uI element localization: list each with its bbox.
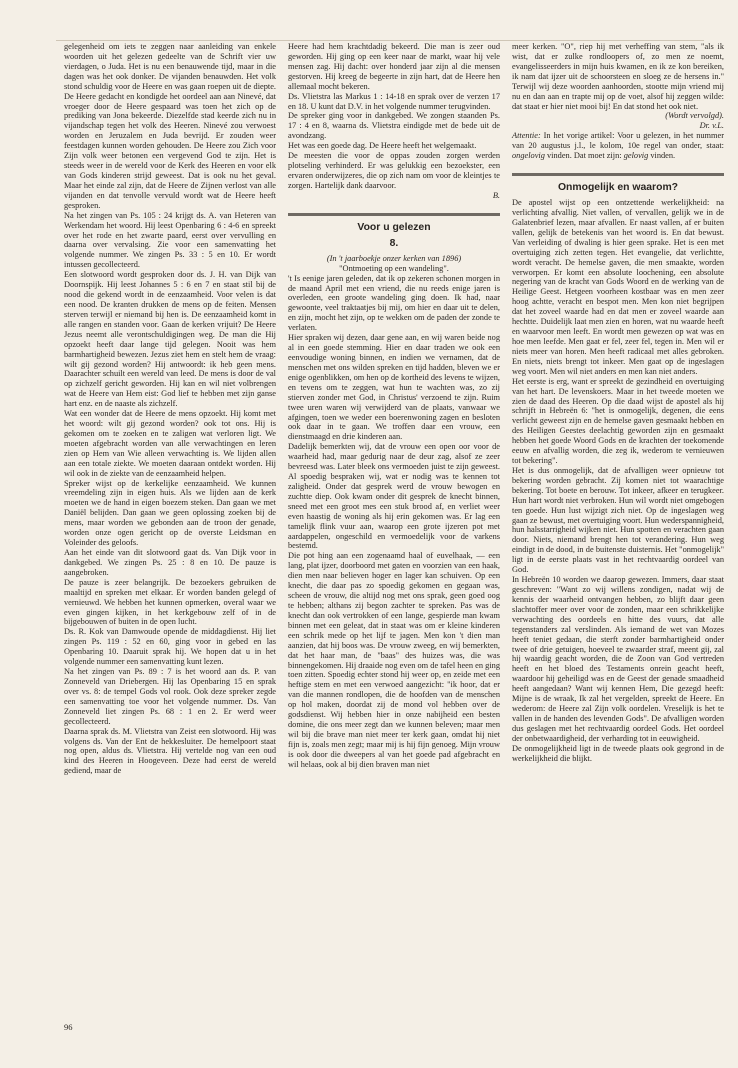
paragraph: Het is dus onmogelijk, dat de afvalligen weer opnieuw tot bekering worden gebracht. Zij komen niet tot waarachtige bekering. Tot boete en berouw. Tot inkeer, afkeer en terugkeer. Hun hart wordt niet verbroken. Hun wil wordt niet omgebogen ten goede. Hun lust wijzigt zich niet. Op de ingeslagen weg gaan ze bewust, met overtuiging voort. Hun wederspannigheid, hun halsstarrigheid wijken niet. Hun spotten en verachten gaan door. Niets, niemand brengt hen tot verandering. Hun weg eindigt in de dood, in de buitenste duisternis. Het "onmogelijk" ligt in de eerste plaats vast in het rechtvaardig oordeel van God.: [512, 465, 724, 575]
paragraph: Aan het einde van dit slotwoord gaat ds. Van Dijk voor in dankgebed. We zingen Ps. 25 : 8 en 10. De pauze is aangebroken.: [64, 548, 276, 577]
section-divider: [288, 213, 500, 216]
section-divider: [512, 173, 724, 176]
paragraph: Het was een goede dag. De Heere heeft het welgemaakt.: [288, 141, 477, 151]
attention-right: gelovig: [623, 151, 649, 161]
paragraph: Hier spraken wij dezen, daar gene aan, en wij waren beide nog al in een goede stemming. Hier en daar traden we ook een eenvoudige woning binnen, en indien we vernamen, dat de menschen met ons wilden spreken en tijd hadden, bleven we er enige ogenblikken, om hen op de kortheid des levens te wijzen, en tevens om te zeggen, wat hun te wachten was, zo zij stierven zonder met God, in Christus' verzoend te zijn. Ruim twee uren waren wij verwijderd van de plaats, vanwaar we afgingen, toen we weder een boerenwoning zagen en besloten ook daar in te gaan. We troffen daar een vrouw, een dienstmaagd en drie kinderen aan.: [288, 333, 500, 442]
column-1: [64, 42, 276, 776]
paragraph: meer kerken. "O", riep hij met verheffing van stem, "als ik wist, dat er zulke rondloopers of, zo men ze noemt, evangelisseerders in mijn huis kwamen, en ik ze kon bereiken, ik nam dat ijzer uit de schoorsteen en sloeg ze de hersens in." Terwijl wij deze woorden aanhoorden, stootte mijn vriend mij nu en dan aan en trapte mij op de voet, alsof hij zeggen wilde: dat staat er hier niet mooi bij! En dat stond het ook niet.: [512, 42, 724, 111]
signature: B.: [492, 190, 500, 200]
paragraph: Daarna sprak ds. M. Vlietstra van Zeist een slotwoord. Hij was volgens ds. Van der Ent de hekkesluiter. De hemelpoort staat nog open, aldus ds. Vlietstra. Hij vertelde nog van een oud kind des Heeren in Hoogeveen. Deze had eerst de wereld gediend, maar de: [64, 726, 276, 776]
paragraph: gelegenheid om iets te zeggen naar aanleiding van enkele woorden uit het gelezen gedeelte van de Schrift vier uw vierdagen, o Juda. Het is nu een benauwende tijd, maar in die dagen was het ook donker. De vijanden benauwden. Het volk stond schuldig voor de Heere en was gaan roepen uit de diepte. De Heere gedacht en kondigde het oordeel aan aan Ninevé, dat vroeger door de Heere gespaard was toen het zich op de prediking van Jona bekeerde. Diezelfde stad keerde zich nu in vijandschap tegen het volk des Heeren. Ninevé zou verwoest worden en Jeruzalem en Juda bevrijd. Er zouden weer feestdagen kunnen worden gehouden. De Heere zou Zich voor Zijn volk weer betonen een vergevend God te zijn. Het is steeds weer in de wereld voor de Kerk des Heeren en voor elk van Gods kinderen strijd geweest. Dat is ook nu het geval. Maar het einde zal zijn, dat de Heere de Zijnen verlost van alle vijanden en dat tenvolle vervuld wordt wat de Heere heeft gesproken.: [64, 42, 276, 210]
signature-continued: (Wordt vervolgd).: [665, 111, 724, 121]
quote-title: "Ontmoeting op een wandeling".: [339, 263, 449, 273]
paragraph: Ds. Vlietstra las Markus 1 : 14-18 en sprak over de verzen 17 en 18. U kunt dat D.V. in het volgende nummer terugvinden.: [288, 91, 500, 111]
page-number: 96: [64, 1022, 73, 1032]
paragraph: Een slotwoord wordt gesproken door ds. J. H. van Dijk van Doornspijk. Hij leest Johannes 5 : 6 en 7 en staat stil bij de nood die gekend wordt in de eenzaamheid. Voor velen is dat een nood. De kranten drukken de mens op de feiten. Mensen sterven terwijl er niemand bij hen is. De eenzaamheid komt in alle rangen en standen voor. Gaan de kerken vrijuit? De Heere Jezus neemt alle verontschuldigingen weg. De man die Hij opzoekt heeft daar lange tijd gelegen. Nooit was hem barmhartigheid bewezen. Jezus ziet hem en stelt hem de vraag: wilt gij gezond worden? Hij antwoordt: ik heb geen mens. Daarachter schuilt een wereld van leed. De mens is door de val op zichzelf gericht geworden. Hij kan en wil niet volbrengen wat de Heere van Hem eist: God lief te hebben met zijn ganse hart enz. en de naaste als zichzelf.: [64, 270, 276, 409]
paragraph: Ds. R. Kok van Damwoude opende de middagdienst. Hij liet zingen Ps. 119 : 52 en 60, ging voor in gebed en las Openbaring 10. Daaruit sprak hij. We hopen dat u in het volgende nummer een samenvatting kunt lezen.: [64, 627, 276, 667]
paragraph: De pauze is zeer belangrijk. De bezoekers gebruiken de maaltijd en spreken met elkaar. Er worden banden gelegd of vernieuwd. We hebben het kunnen opmerken, overal waar we even gingen kijken, in het kerkgebouw zelf of in de bijgebouwen of buiten in de open lucht.: [64, 577, 276, 627]
paragraph: De spreker ging voor in dankgebed. We zongen staanden Ps. 17 : 4 en 8, waarna ds. Vlietstra eindigde met de bede uit de avondzang.: [288, 111, 500, 141]
attention-end: vinden.: [648, 151, 676, 161]
column-2: [288, 42, 500, 770]
paragraph: Dadelijk bemerkten wij, dat de vrouw een open oor voor de waarheid had, maar gedurig naar de deur zag, alsof ze zeer bevreesd was. Later bleek ons vermoeden juist te zijn geweest. Al spoedig bespraken wij, wat er nodig was te kennen tot zaligheid. Onder dat gesprek werd de vrouw bewogen en zuchtte diep. Ook kwam onder dit gesprek de knecht binnen, sneed met een groot mes een stuk brood af, en verliet weer even haastig de woning als hij erin gekomen was. Er lag een tamelijk flink vuur aan, waarop een grote ijzeren pot met aardappelen, ongeschild en vermoedelijk voor de varkens bestemd.: [288, 442, 500, 551]
attention-note: [512, 131, 724, 161]
paragraph: De apostel wijst op een ontzettende werkelijkheid: na verlichting afvallig. Niet vallen, of vervallen, gelijk we in de Galatenbrief lezen, maar afvallen. Er naast vallen, af er buiten vallen, gelijk de betekenis van het woord is. En dat bewust. Van verleiding of dwaling is hier geen sprake. Het is een met overtuiging zich zetten tegen. Het evangelie, dat verlichtte, wordt veracht. De hemelse gaven, die men smaakte, worden verworpen. Er komt een absolute loochening, een absolute negering van de kracht van Gods Woord en de werking van de Heilige Geest. Hetgeen voorheen kostbaar was en men zeer hoog achtte, veracht en bespot men. Men kon niet begrijpen dat het zoveel waarde had en dat men er zoveel waarde aan hechtte. Duidelijk laat men zien en horen, wat nu waarde heeft en waarvoor men leeft. En wordt men gewezen op wat was en hoe men leefde. Men gaat er fel, zeer fel, tegen in. Men wil er niets meer van horen. Men heeft radicaal met alles gebroken. En niets, niets brengt tot inkeer. Men gaat op de ingeslagen weg voort. Men wil niet anders en men kan niet anders.: [512, 198, 724, 376]
column-3: [512, 42, 724, 764]
section-title: Onmogelijk en waarom?: [557, 182, 679, 194]
paragraph: Na het zingen van Ps. 105 : 24 krijgt ds. A. van Heteren van Werkendam het woord. Hij leest Openbaring 6 : 4-6 en spreekt over het rode en het zwarte paard, eerst over vervulling en daarna over vervalsing. Zie voor een samenvatting het volgende nummer. We zingen Ps. 33 : 5 en 10. Er wordt intussen gecollecteerd.: [64, 210, 276, 270]
paragraph: 't Is eenige jaren geleden, dat ik op zekeren schonen morgen in de maand April met een vriend, die nu reeds enige jaren is overleden, een groote wandeling ging doen. Ik had, naar gewoonte, veel traktaatjes bij mij, om hier en daar uit te delen, en zijn, mocht het zijn, op te wekken om de paden der zonde te verlaten.: [288, 273, 500, 333]
paragraph: Het eerste is erg, want er spreekt de gezindheid en overtuiging van het hart. De levenskoers. Maar in het tweede moeten we zien de daad des Heeren. Op die daad wijst de apostel als hij schrijft in Hebreën 6: "het is onmogelijk, degenen, die eens verlicht geweest zijn en de hemelse gaven gesmaakt hebben en des Heiligen Geestes deelachtig geworden zijn en gesmaakt hebben het goede Woord Gods en de krachten der toekomende eeuw en afvallig worden, die zeg ik, wederom te vernieuwen tot bekering".: [512, 376, 724, 466]
paragraph: Heere had hem krachtdadig bekeerd. Die man is zeer oud geworden. Hij ging op een keer naar de markt, waar hij vele mensen zag. Hij dacht: over honderd jaar zijn al die mensen gestorven. Hij kreeg de begeerte in zijn hart, dat de Heere hen allemaal mocht bekeren.: [288, 42, 500, 91]
attention-wrong: ongelovig: [512, 151, 545, 161]
paragraph: De meesten die voor de oppas zouden zorgen werden plotseling verhinderd. Er was gelukkig een bezoekster, een ervaren onderwijzeres, die op zich nam om voor de kleintjes te zorgen. Hartelijk dank daarvoor.: [288, 151, 500, 190]
attention-label: Attentie:: [512, 131, 541, 141]
source-line: (In 't jaarboekje onzer kerken van 1896): [326, 253, 462, 263]
paragraph: Spreker wijst op de kerkelijke eenzaamheid. We kunnen vreemdeling zijn in eigen huis. Als we lijden aan de kerk moeten we de hand in eigen boezem steken. Dan gaan we met Daniël belijden. Dan gaan we geen oplossing zoeken bij de mens, maar worden we gebonden aan de troon der genade, worden onze ogen gericht op de overste Leidsman en Voleinder des geloofs.: [64, 478, 276, 548]
paragraph: De onmogelijkheid ligt in de tweede plaats ook gegrond in de werkelijkheid die blijkt.: [512, 743, 724, 763]
paragraph: Die pot hing aan een zogenaamd haal of euvelhaak, — een lang, plat ijzer, doorboord met gaten en voorzien van een haak, dien men naar believen hoger en lager kan schuiven. Op een knecht, die daar pas zo spoedig gekomen en gegaan was, scheen de vrouw, die altijd nog met ons sprak, geen goed oog te hebben; althans zij begon zachter te spreken. Pas was de knecht dan ook vertrokken of een lange, gespierde man kwam binnen met een geleat, dat in staat was om er kleine kinderen een schrik mede op het lijf te jagen. Men kon 't dien man aanzien, dat hij boos was. De vrouw zweeg, en wij bemerkten, dat het haar man, de "baas" des huizes was, die was binnengekomen. Hij draaide nog even om de tafel heen en ging toen zitten. Spoedig echter stond hij weer op, en zeide met een heftige stem en met een verwoed aangezicht: "ik hoor, dat er van die mannen rondlopen, die de hoofden van de menschen op hol maken, doordat zij de mond vol hebben over de godsdienst. Wij hebben hier in onze nabijheid een besten domine, die ons meer zegt dan we kunnen beleven; maar men wil bij die brave man niet meer ter kerk gaan, omdat hij niet fijn is, zoals men zegt; maar mij is hij fijn genoeg. Mijn vrouw is ook door die dweepers al van het goede pad afgebracht en wil helaas, ook al bij dien braven man niet: [288, 551, 500, 769]
paragraph: Wat een wonder dat de Heere de mens opzoekt. Hij komt met het woord: wilt gij gezond worden? ook tot ons. Hij is gekomen om te zoeken en te zaligen wat verloren ligt. We moeten afgebracht worden van alle verwachtingen en leren zien op Hem van Wie alleen verwachting is. We lijden allen aan een totale ziekte. We moeten daaraan ontdekt worden. Hij wil ook in de ziekte van de eenzaamheid helpen.: [64, 409, 276, 478]
attention-mid: vinden. Dat moet zijn:: [544, 151, 624, 161]
attention-text: In het vorige artikel: Voor u gelezen, in het nummer van 20 augustus j.l., le kolom, 10e regel van onder, staat:: [512, 131, 724, 151]
section-title: Voor u gelezen: [357, 221, 431, 233]
top-rule: [56, 40, 704, 41]
paragraph: Na het zingen van Ps. 89 : 7 is het woord aan ds. P. van Zonneveld van Driebergen. Hij las Openbaring 15 en sprak over vs. 8: de tempel Gods vol rook. Ook deze spreker zegde een samenvatting toe voor het volgende nummer. Ds. Van Zonneveld liet zingen Ps. 68 : 1 en 2. Er werd weer gecollecteerd.: [64, 667, 276, 726]
signature-author: Dr. v.L.: [699, 121, 724, 131]
section-number: 8.: [389, 237, 399, 249]
paragraph: In Hebreën 10 worden we daarop gewezen. Immers, daar staat geschreven: "Want zo wij willens zondigen, nadat wij de kennis der waarheid ontvangen hebben, zo blijft daar geen slachtoffer meer over voor de zonden, maar een schrikkelijke verwachting des oordeels en hitte des vuurs, dat alle tegenstanders zal verslinden. Als iemand de wet van Mozes heeft teniet gedaan, die sterft zonder barmhartigheid onder twee of drie getuigen, hoeveel te zwaarder straf, meent gij, zal hij waardig geacht worden, die de Zoon van God vertreden heeft en het bloed des Testaments onrein geacht heeft, waardoor hij geheiligd was en de Geest der genade smaadheid heeft aangedaan? Want wij kennen Hem, Die gezegd heeft: Mijne is de wraak, Ik zal het vergelden, spreekt de Heere. En wederom: de Heere zal Zijn volk oordelen. Vreselijk is het te vallen in de handen des levenden Gods". De afvalligen worden dus geslagen met het rechtvaardig oordeel Gods. Het oordeel der onbetwaardigheid, der verharding tot in eeuwigheid.: [512, 575, 724, 743]
